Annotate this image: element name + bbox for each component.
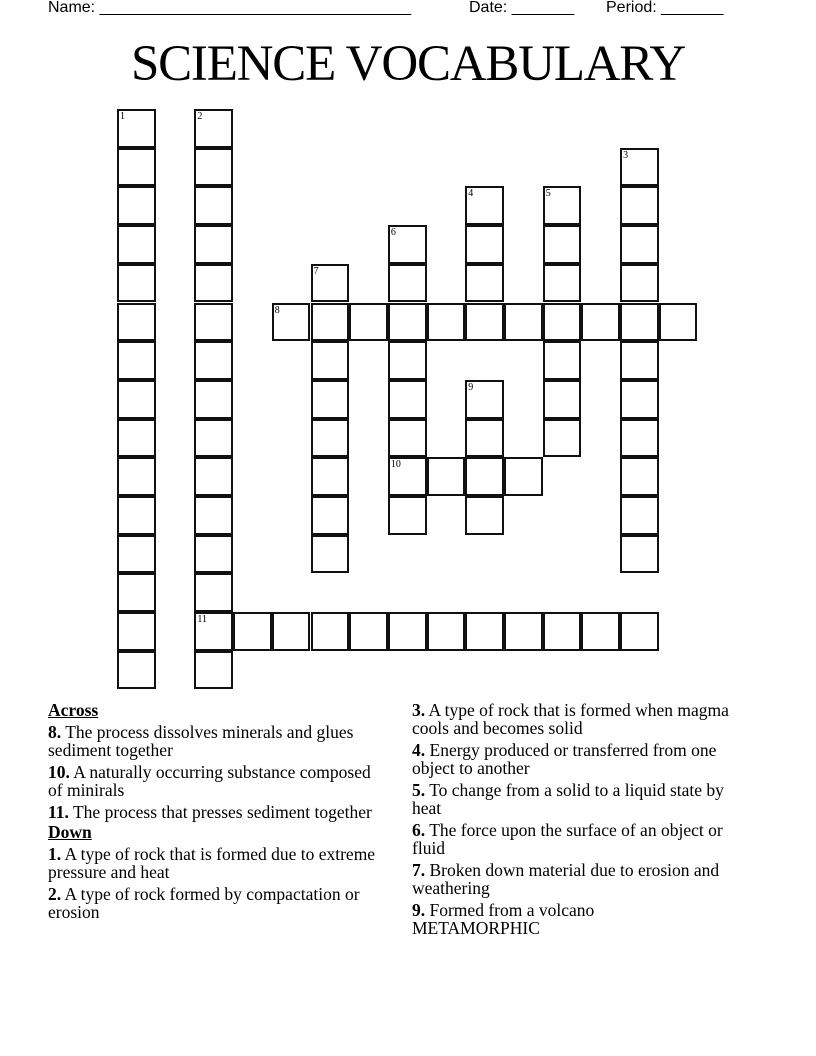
clues-right-column — [412, 701, 752, 937]
crossword-cell[interactable] — [194, 612, 233, 651]
clue-number-label: 11 — [197, 614, 208, 626]
crossword-cell[interactable] — [311, 419, 350, 458]
clue-number-label: 9 — [468, 381, 474, 393]
clue-down-9 — [412, 901, 752, 919]
crossword-cell[interactable] — [194, 303, 233, 342]
clue-text: Energy produced or transferred from one object to another — [412, 740, 717, 778]
crossword-cell[interactable] — [543, 341, 582, 380]
crossword-cell[interactable] — [659, 303, 698, 342]
crossword-cell[interactable] — [465, 186, 504, 225]
crossword-cell[interactable] — [504, 457, 543, 496]
crossword-cell[interactable] — [117, 573, 156, 612]
crossword-cell[interactable] — [465, 303, 504, 342]
clue-number: 1. — [48, 844, 62, 864]
crossword-cell[interactable] — [465, 419, 504, 458]
clue-number: 9. — [412, 900, 426, 920]
date-field-label: Date: _______ — [469, 0, 574, 16]
crossword-cell[interactable] — [388, 380, 427, 419]
clue-number: 3. — [412, 700, 426, 720]
crossword-cell[interactable] — [465, 457, 504, 496]
crossword-cell[interactable] — [194, 457, 233, 496]
crossword-cell[interactable] — [465, 612, 504, 651]
crossword-cell[interactable] — [465, 264, 504, 303]
crossword-cell[interactable] — [543, 303, 582, 342]
clue-text: Broken down material due to erosion and weathering — [412, 860, 720, 898]
crossword-cell[interactable] — [581, 303, 620, 342]
clue-number-label: 3 — [623, 149, 629, 161]
crossword-cell[interactable] — [388, 264, 427, 303]
crossword-cell[interactable] — [349, 303, 388, 342]
crossword-cell[interactable] — [194, 380, 233, 419]
crossword-cell[interactable] — [311, 612, 350, 651]
crossword-cell[interactable] — [117, 341, 156, 380]
crossword-cell[interactable] — [427, 612, 466, 651]
crossword-cell[interactable] — [117, 264, 156, 303]
crossword-cell[interactable] — [117, 303, 156, 342]
clue-number: 2. — [48, 884, 62, 904]
clue-text: A type of rock that is formed due to extreme pressure and heat — [48, 844, 376, 882]
clue-number-label: 5 — [545, 188, 551, 200]
crossword-cell[interactable] — [194, 419, 233, 458]
crossword-cell[interactable] — [388, 496, 427, 535]
clues-left-column — [48, 701, 388, 925]
crossword-cell[interactable] — [194, 264, 233, 303]
crossword-cell[interactable] — [117, 496, 156, 535]
clue-text: A type of rock that is formed when magma cools and becomes solid — [412, 700, 729, 738]
crossword-cell[interactable] — [465, 225, 504, 264]
clue-down-4 — [412, 741, 752, 777]
crossword-cell[interactable] — [311, 303, 350, 342]
clue-number-label: 1 — [120, 111, 125, 122]
crossword-cell[interactable] — [620, 303, 659, 342]
crossword-cell[interactable] — [581, 612, 620, 651]
crossword-cell[interactable] — [620, 535, 659, 574]
clue-text: The force upon the surface of an object or fluid — [412, 820, 723, 858]
crossword-cell[interactable] — [194, 651, 233, 690]
clue-number: 6. — [412, 820, 426, 840]
crossword-cell[interactable] — [504, 303, 543, 342]
clue-across-8 — [48, 723, 388, 759]
clue-number: 4. — [412, 740, 426, 760]
crossword-cell[interactable] — [620, 225, 659, 264]
crossword-cell[interactable] — [620, 419, 659, 458]
crossword-cell[interactable] — [388, 341, 427, 380]
crossword-cell[interactable] — [543, 380, 582, 419]
stray-answer-text: METAMORPHIC — [412, 918, 540, 938]
crossword-cell[interactable] — [311, 496, 350, 535]
clue-number: 5. — [412, 780, 426, 800]
crossword-cell[interactable] — [388, 303, 427, 342]
clue-number: 8. — [48, 722, 62, 742]
crossword-cell[interactable] — [388, 419, 427, 458]
crossword-cell[interactable] — [504, 612, 543, 651]
clue-text: Formed from a volcano — [429, 900, 595, 920]
crossword-cell[interactable] — [620, 496, 659, 535]
crossword-cell[interactable] — [117, 186, 156, 225]
clue-down-2 — [48, 885, 388, 921]
clue-down-1 — [48, 845, 388, 881]
crossword-cell[interactable] — [194, 225, 233, 264]
clue-text: To change from a solid to a liquid state by heat — [412, 780, 724, 818]
crossword-cell[interactable] — [620, 186, 659, 225]
crossword-cell[interactable] — [194, 148, 233, 187]
crossword-cell[interactable] — [117, 148, 156, 187]
clue-down-7 — [412, 861, 752, 897]
crossword-cell[interactable] — [543, 419, 582, 458]
clue-text: A naturally occurring substance composed of minirals — [48, 762, 371, 800]
crossword-cell[interactable] — [194, 109, 233, 148]
crossword-cell[interactable] — [543, 186, 582, 225]
crossword-cell[interactable] — [620, 457, 659, 496]
crossword-cell[interactable] — [543, 612, 582, 651]
crossword-cell[interactable] — [194, 186, 233, 225]
crossword-cell[interactable] — [427, 303, 466, 342]
clue-number-label: 6 — [390, 227, 396, 239]
crossword-cell[interactable] — [194, 496, 233, 535]
crossword-cell[interactable] — [311, 264, 350, 303]
crossword-cell[interactable] — [272, 303, 311, 342]
crossword-cell[interactable] — [272, 612, 311, 651]
crossword-cell[interactable] — [388, 225, 427, 264]
clue-across-11 — [48, 803, 388, 821]
crossword-cell[interactable] — [465, 380, 504, 419]
crossword-cell[interactable] — [117, 109, 156, 148]
clue-number-label: 2 — [197, 111, 203, 122]
clue-number: 10. — [48, 762, 70, 782]
clue-down-5 — [412, 781, 752, 817]
crossword-cell[interactable] — [465, 496, 504, 535]
clue-across-10 — [48, 763, 388, 799]
crossword-cell[interactable] — [117, 419, 156, 458]
crossword-cell[interactable] — [349, 612, 388, 651]
clue-text: A type of rock formed by compactation or erosion — [48, 884, 360, 922]
clue-number: 11. — [48, 802, 69, 822]
across-heading: Across — [48, 700, 99, 720]
crossword-cell[interactable] — [194, 341, 233, 380]
crossword-cell[interactable] — [194, 573, 233, 612]
clue-text: The process dissolves minerals and glues sediment together — [48, 722, 354, 760]
crossword-cell[interactable] — [620, 380, 659, 419]
crossword-cell[interactable] — [388, 612, 427, 651]
crossword-cell[interactable] — [388, 457, 427, 496]
clue-text: The process that presses sediment together — [72, 802, 372, 822]
crossword-cell[interactable] — [117, 225, 156, 264]
clue-number-label: 10 — [390, 459, 401, 471]
crossword-cell[interactable] — [427, 457, 466, 496]
crossword-cell[interactable] — [543, 225, 582, 264]
clue-number-label: 7 — [313, 265, 319, 277]
crossword-cell[interactable] — [117, 651, 156, 690]
page-title: SCIENCE VOCABULARY — [130, 36, 686, 92]
clue-number-label: 4 — [468, 188, 474, 200]
crossword-cell[interactable] — [117, 380, 156, 419]
name-field-label: Name: ___________________________________ — [48, 0, 412, 16]
crossword-cell[interactable] — [194, 535, 233, 574]
period-field-label: Period: _______ — [606, 0, 724, 16]
clue-number: 7. — [412, 860, 426, 880]
crossword-cell[interactable] — [311, 535, 350, 574]
crossword-cell[interactable] — [233, 612, 272, 651]
crossword-cell[interactable] — [117, 612, 156, 651]
crossword-cell[interactable] — [620, 341, 659, 380]
crossword-cell[interactable] — [620, 612, 659, 651]
crossword-cell[interactable] — [117, 535, 156, 574]
crossword-cell[interactable] — [311, 457, 350, 496]
crossword-cell[interactable] — [620, 148, 659, 187]
crossword-cell[interactable] — [620, 264, 659, 303]
down-heading: Down — [48, 822, 92, 842]
clue-down-3 — [412, 701, 752, 737]
clue-number-label: 8 — [274, 304, 280, 316]
crossword-cell[interactable] — [543, 264, 582, 303]
crossword-cell[interactable] — [311, 341, 350, 380]
crossword-cell[interactable] — [117, 457, 156, 496]
clue-down-6 — [412, 821, 752, 857]
crossword-cell[interactable] — [311, 380, 350, 419]
